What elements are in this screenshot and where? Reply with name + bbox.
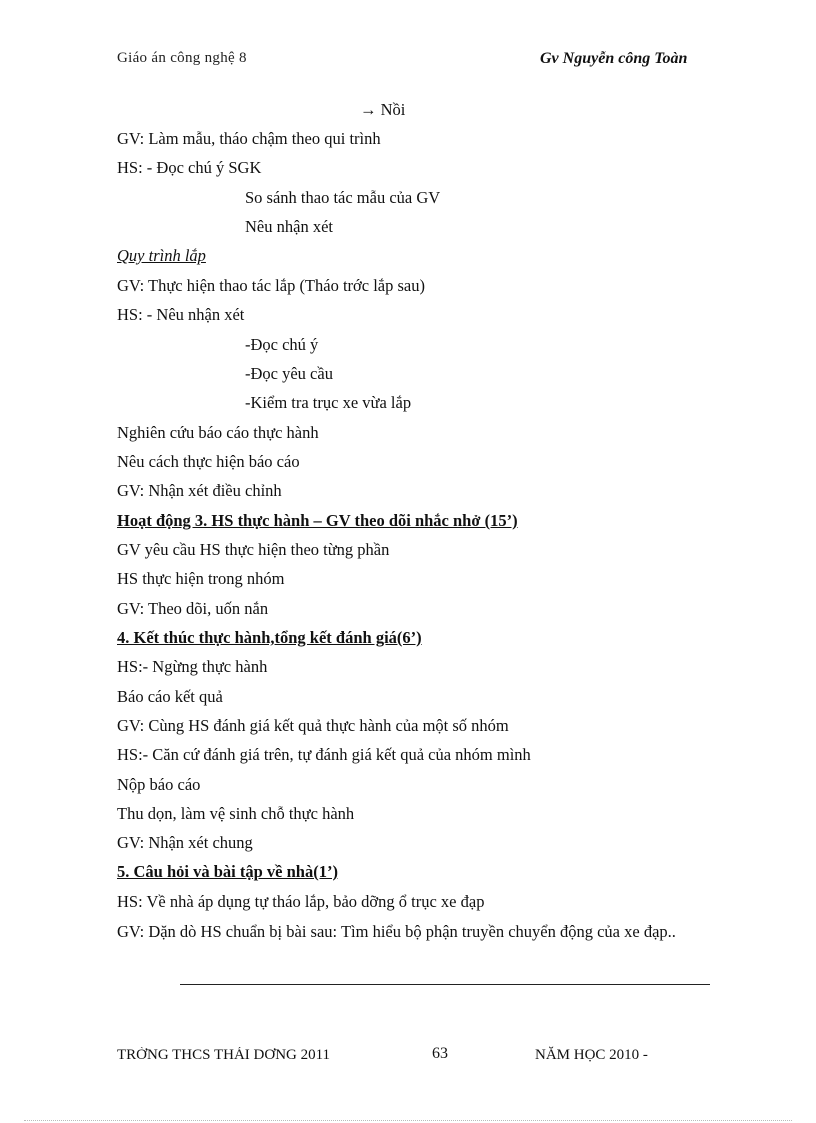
footer-year: NĂM HỌC 2010 -: [535, 1047, 648, 1063]
text-line: GV: Nhận xét chung: [117, 833, 253, 852]
text-line: GV: Thực hiện thao tác lắp (Tháo trớc lắp sau): [117, 276, 425, 295]
page-number: 63: [432, 1045, 448, 1062]
separator-rule: [180, 984, 710, 985]
text-line: -Kiểm tra trục xe vừa lắp: [245, 393, 412, 412]
text-line: GV: Làm mẫu, tháo chậm theo qui trình: [117, 129, 381, 148]
text-line: HS:- Căn cứ đánh giá trên, tự đánh giá kết quả của nhóm mình: [117, 745, 531, 764]
arrow-line: → Nồi: [360, 100, 406, 119]
header-right: Gv Nguyễn công Toàn: [540, 50, 688, 67]
text-line: Thu dọn, làm vệ sinh chỗ thực hành: [117, 804, 355, 823]
text-line: HS: - Đọc chú ý SGK: [117, 158, 262, 177]
section-subheading: Quy trình lắp: [117, 246, 206, 265]
text-line: GV: Cùng HS đánh giá kết quả thực hành của một số nhóm: [117, 716, 509, 735]
text-line: GV: Theo dõi, uốn nắn: [117, 599, 269, 618]
footer-school: TRỜNG THCS THÁI DƠNG 2011: [117, 1047, 331, 1063]
text-line: -Đọc chú ý: [245, 335, 319, 354]
text-line: So sánh thao tác mẫu của GV: [245, 188, 441, 207]
header-left: Giáo án công nghệ 8: [117, 50, 247, 66]
section-heading: 5. Câu hỏi và bài tập về nhà(1’): [117, 862, 338, 881]
section-heading: Hoạt động 3. HS thực hành – GV theo dõi nhắc nhở (15’): [117, 511, 518, 530]
text-line: HS thực hiện trong nhóm: [117, 569, 285, 588]
section-heading: 4. Kết thúc thực hành,tổng kết đánh giá(6’): [117, 628, 422, 647]
text-line: HS:- Ngừng thực hành: [117, 657, 268, 676]
text-line: Nghiên cứu báo cáo thực hành: [117, 423, 319, 442]
text-line: GV yêu cầu HS thực hiện theo từng phần: [117, 540, 390, 559]
text-line: GV: Nhận xét điều chỉnh: [117, 481, 282, 500]
text-line: Nêu nhận xét: [245, 217, 333, 236]
text-paragraph: GV: Dặn dò HS chuẩn bị bài sau: Tìm hiểu bộ phận truyền chuyển động của xe đạp..: [117, 922, 676, 941]
text-line: HS: - Nêu nhận xét: [117, 305, 245, 324]
text-line: -Đọc yêu cầu: [245, 364, 333, 383]
page-edge-divider: [24, 1120, 792, 1121]
text-line: Nộp báo cáo: [117, 775, 201, 794]
text-line: Báo cáo kết quả: [117, 687, 223, 706]
text-line: HS: Về nhà áp dụng tự tháo lắp, bảo dỡng ổ trục xe đạp: [117, 892, 485, 911]
text-line: Nêu cách thực hiện báo cáo: [117, 452, 300, 471]
